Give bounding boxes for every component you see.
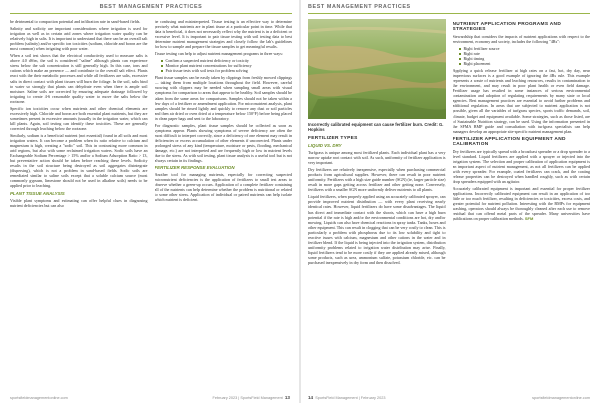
right-column-2 xyxy=(453,19,591,267)
paragraph: Dry fertilizers are typically spread with a broadcast spreader or a drop spreader to a level standard. Liquid fertilizers are applied with a sprayer or injected into the irrigation system. The selection and proper calibration of application equipment is an important aspect of nutrient management, as not all fertilizers can be applied with every spreader. For example, coated fertilizers can crack, and the coating release properties can be destroyed when handled roughly, such as with certain drop spreaders equipped with an agitator. xyxy=(452,148,590,184)
paragraph: Applying a quick release fertilizer at high rates on a fast, hot, dry day, near impervious surfaces is a good example of ignoring the 4Rs rule. This example represents a waste of nutrients and leaching resources, results in contamination to the environment, and may result in poor plant health or even field damage. Fertilizer usage has resulted in some instances of serious environmental contamination and adoption of regulating requirements by many state or local agencies. Best management practices are essential to avoid further problems and additional regulation. In areas that are subjected to nutrient application is not possible, given all the variables of turfgrass species, sports traffic demands, soil, climate, budget and equipment available. Some strategies, such as those listed, are of Sustainable Nutrition strategy, can be used. Using the information presented in the SFMA BMP guide and consultation with turfgrass specialists can help managers develop an appropriate site-specific nutrient management plan. xyxy=(452,68,590,134)
list-item: Pair tissue tests with soil tests for problem solving xyxy=(161,68,293,73)
paragraph: Liquid fertilizers, when properly applied using an accurately calibrated sprayer, can provide improved nutrient distribution — with every plant receiving nearly identical rates. However, liquid fertilizers do have some disadvantages. The liquid has direct and immediate contact with the shoots, which can have a high burn potential if the rate is high and/or the environmental conditions are hot, dry and/or mowing. Liquids can also have chemical reactions in spray tanks. Tanks, hoses and other equipment. This can result in clogging that can be very costly to clean. This is particularly a problem with phosphorus due to its low solubility and tight to reactive issues with calcium, magnesium and other cations in the water and in fertilizer blend. If the liquid is being injected into the irrigation system, distribution uniformity problems related to irrigation water distribution may arise. Finally, liquid fertilizers tend to be more costly if they are applied already mixed, although some products, such as urea, ammonium sulfate, potassium chloride, etc. can be purchased inexpensively in dry form and then dissolved. xyxy=(308,194,446,265)
paragraph: Dry fertilizers are relatively inexpensive, especially when purchasing commercial products from agricultural supplies. However, there can result in poor nutrient uniformity. Fertilizers with a high size guide number (SGN) (ie, larger particle size) result in more gaps getting across fertilizer and other getting none. Conversely, fertilizers with a smaller SGN more uniformly deliver nutrients to all plants. xyxy=(308,167,446,193)
subheading-fertilizer-response: FERTILIZER RESPONSE EVALUATION xyxy=(154,165,235,171)
list-item: Right fertilizer source xyxy=(459,46,591,51)
page-number: 14 xyxy=(308,395,314,400)
footer-site-link[interactable]: sportsfieldmanagementonline.com xyxy=(532,395,590,400)
list-item: Right placement xyxy=(459,61,591,66)
page-header: BEST MANAGEMENT PRACTICES xyxy=(308,4,411,10)
header-rule xyxy=(10,13,292,14)
page-number: 13 xyxy=(284,395,290,400)
paragraph-text: Accurately calibrated equipment is important and essential for proper fertilizer applications. Incorrectly calibrated equipment can result in an application of too little or too much fertilizer, resulting in deficiencies or toxicities, excess costs, and greater potential for nutrient pollution. Interesting with the BMPs for equipment washing, operators should always be thoroughly cleaned after each use to remove residual that can offend metal parts of the spreader. Many universities have publications on proper calibration methods. xyxy=(452,186,590,222)
page-header: BEST MANAGEMENT PRACTICES xyxy=(99,4,203,10)
paragraph: When a soil test shows that the electrical conductivity used to measure salts is above 4.0 dS/m, the soil is considered "saline" although plants can experience stress below the salt concentration is still generally high. In this case, ions and cations which make an presence — and contribute to the overall salt effect. Plants react with the their metabolic processes and while all fertilizers are salts, excessive salts in direct contact with plant tissues will burn the foliage. In the soil, salts bind to water so strongly that plants can dehydrate even when there is ample soil moisture. Saline soils are corrected by ensuring adequate drainage followed by irrigating to create 4-6 reasonable quality water to move the salts below the rootzone. xyxy=(10,53,148,104)
paragraph: be detrimental to compaction potential and infiltration rate in sand-based fields. xyxy=(10,19,141,24)
left-column-2 xyxy=(155,19,293,210)
list-item: Right timing xyxy=(459,56,591,61)
paragraph: Visible plant symptoms and estimating can offer helpful clues in diagnosing nutrient deficiencies but can also xyxy=(10,197,148,208)
footer-issue: February 2023 | SportsField Management xyxy=(212,396,283,400)
paragraph: Specific ion toxicities occur when nutrients and other chemical elements are excessively high. Chloride and boron are both essential plant nutrients, but they are sometimes present in excessive amounts (usually in the irrigation water, which can kill plants. Again, soil testing can identify these toxicities. These are generally corrected through leaching below the rootzone. xyxy=(10,105,148,131)
list-item: Right rate xyxy=(459,51,591,56)
section-title-equipment-calibration: FERTILIZER APPLICATION EQUIPMENT AND CALIBRATION xyxy=(452,136,566,147)
right-page xyxy=(300,0,600,403)
right-column-1 xyxy=(308,19,446,267)
paragraph: Another tool for managing nutrients, especially for correcting suspected micronutrient deficiencies is the application of fertilizers to small test areas to observe whether a green-up occurs. Application of a complete fertilizer containing all of the nutrients can help determine whether the problem is nutritional or related to some other stress. Application of individual or paired nutrients can help isolate which nutrient is deficient. xyxy=(154,172,292,203)
paragraph xyxy=(453,186,591,221)
subheading-liquid-vs-dry: LIQUID VS. DRY xyxy=(308,143,342,148)
end-mark: SFM xyxy=(524,216,534,222)
turf-burn-photo xyxy=(308,19,446,119)
paragraph: Salinity and sodicity are important considerations where irrigation is used for irrigation as well as in certain arid zones where irrigation water quality can be relatively high in salts. It is important to understand that there can be an overall salt problem (salinity) and/or specific ion toxicities (sodium, chloride and boron are the most common) when irrigating with poor water. xyxy=(10,26,148,52)
footer-site-link[interactable]: sportsfieldmanagementonline.com xyxy=(10,395,68,400)
subheading-plant-tissue: PLANT TISSUE ANALYSIS xyxy=(10,190,65,196)
paragraph: Plant tissue samples can be easily taken by clippings from freshly mowed clippings — taking them from multiple locations throughout the field. However, careful mowing with clippers may be needed when sampling small areas with visual symptoms for comparison to areas that appear to be healthy. Soil samples should be taken from the same areas for comparisons. Samples should not be taken within a few days of a fertilizer or amendment application. For micronutrient analysis, plant samples should be rinsed lightly and quickly to remove any dust or soil particles and then air dried or oven dried at a temperature below 150°F) before being placed in clean paper bags and sent to the laboratory. xyxy=(154,75,292,121)
left-column-1 xyxy=(10,19,148,210)
bullet-list-4rs xyxy=(459,46,591,66)
bullet-list xyxy=(161,58,293,73)
paragraph: Turfgrass is unique among most fertilized plants. Each individual plant has a very narrow uptake root contact with soil. As such, uniformity of fertilizer application is very important. xyxy=(308,150,446,166)
header-rule xyxy=(308,13,590,14)
section-title-fertilizer-types: FERTILIZER TYPES xyxy=(308,136,358,141)
footer-issue: SportsField Management | February 2023 xyxy=(315,396,386,400)
paragraph: For diagnostic samples, plant tissue samples should be collected as soon as symptoms appear. Plants showing symptoms of severe deficiency are often the most difficult to interpret correctly, since a deficiency of one element may result in deficiencies or excess accumulation of other elements if uncorrected. Plants under prolonged stress of any kind (temperature, moisture or pests, flooding, mechanical damage, etc.) are not interpreted and are frequently high or low in nutrient levels due to the stress. As with soil testing, plant tissue analysis is a useful tool but is not always certain in its findings. xyxy=(154,122,292,164)
paragraph: Tissue testing can help to adjust nutrient management programs in three ways: xyxy=(154,51,283,57)
paragraph: be confusing and misinterpreted. Tissue testing is an effective way to determine precisely what nutrients are in plant tissue at a particular point in time. While that data is beneficial, it does not necessarily reflect why the nutrient is in a deficient or excessive level. It is important to pair tissue testing with soil testing data to best determine nutrient management strategies and closely follow the lab's guidelines for how to sample and prepare the tissue samples to get meaningful results. xyxy=(154,19,292,50)
page-footer xyxy=(10,395,290,400)
paragraph: Similarly, sodium is a beneficial nutrient (not essential) found in all soils and most irrigation waters. It can become a problem when its ratio relative to calcium and magnesium is high, creating a "sodic" soil. This in contrasting more common in arid regions, but also with some reclaimed irrigation waters. Sodic soils have an Exchangeable Sodium Percentage > 15% and/or a Sodium Adsorption Ratio > 13, but preventative action should be taken before reaching these levels. Sodicity results in the soil structure being destroyed as soil aggregates disintegrate (dispersing), which is not a problem in sand-based fields. Sodic soils are remediated similar to saline soils except that a soluble calcium source (most commonly gypsum, limestone should not be used in alkaline soils) needs to be applied prior to leaching. xyxy=(10,132,148,189)
list-item: Monitor plant nutrient concentrations for sufficiency xyxy=(161,63,293,68)
paragraph: Stewardship that considers the impacts of nutrient applications with respect to the environment, economy and society, includes the following "4Rs": xyxy=(452,34,590,45)
section-title-nutrient-programs: NUTRIENT APPLICATION PROGRAMS AND STRATEGIES xyxy=(452,22,562,32)
turf-photo-graphic xyxy=(308,19,446,119)
photo-caption: Incorrectly calibrated equipment can cause fertilizer burn. Credit: G. Hopkins xyxy=(308,122,444,132)
list-item: Confirm a suspected nutrient deficiency or toxicity xyxy=(161,58,293,63)
page-footer xyxy=(308,395,590,400)
